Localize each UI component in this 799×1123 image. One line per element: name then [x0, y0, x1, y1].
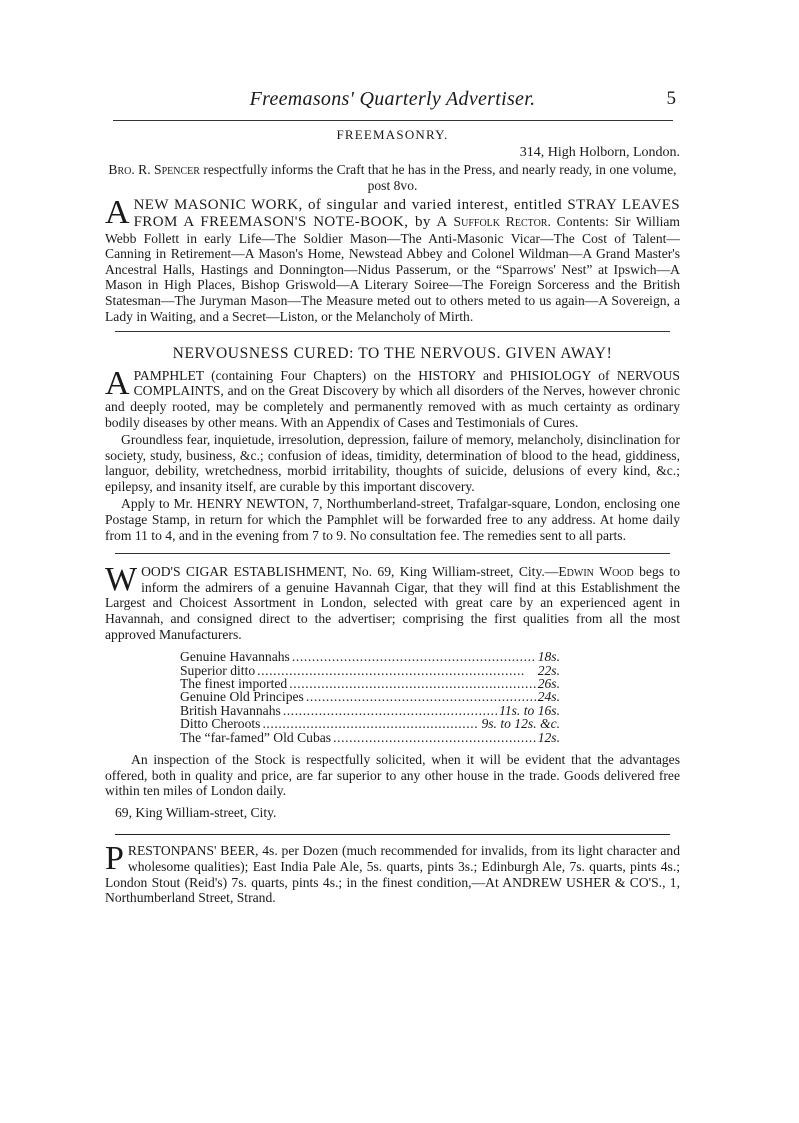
price-item: Ditto Cheroots: [180, 716, 261, 732]
woods-heading: OOD'S CIGAR ESTABLISHMENT, No. 69, King William-street, City.—: [141, 564, 559, 580]
price-row: [180, 717, 560, 730]
intro-text: respectfully informs the Craft that he has in the Press, and nearly ready, in one volume, post 8vo.: [203, 162, 677, 193]
price-item: British Havannahs: [180, 702, 281, 718]
price-leader: [283, 704, 497, 717]
price-item: Superior ditto: [180, 662, 256, 678]
running-header: [105, 88, 680, 118]
prestonpans-text: RESTONPANS' BEER, 4s. per Dozen (much recommended for invalids, from its light character and wholesome qualities); East India Pale Ale, 5s. quarts, pints 3s.; Edinburgh Ale, 7s. quarts, pints 4s.; London Stout (Reid's) 7s. quarts, pints 4s.; in the finest condition,—At ANDREW USHER & CO'S., 1, Northumberland Street, Strand.: [105, 843, 680, 906]
price-item: The “far-famed” Old Cubas: [180, 729, 332, 745]
woods-dropcap: W: [105, 561, 138, 599]
freemasonry-ad-title: NEW MASONIC WORK, of singular and varied interest, entitled STRAY LEAVES FROM A FREEMASON'S NOTE-BOOK, by A: [133, 197, 680, 230]
intro-bro: Bro. R. Spencer: [108, 162, 200, 178]
rule-3: [115, 834, 670, 835]
woods-wood: Wood: [599, 564, 634, 580]
price-value: 24s.: [537, 689, 560, 705]
freemasonry-section: [105, 127, 680, 324]
price-leader: [333, 731, 536, 744]
woods-edwin: Edwin: [558, 564, 594, 580]
price-leader: [292, 650, 536, 663]
price-leader: [289, 677, 535, 690]
price-value: 22s.: [537, 662, 560, 678]
price-value: 26s.: [537, 676, 560, 692]
prestonpans-dropcap: P: [105, 840, 124, 878]
price-item: Genuine Old Principes: [180, 689, 304, 705]
rule-2: [115, 553, 670, 554]
woods-intro: [105, 561, 680, 642]
rule-1: [115, 331, 670, 332]
nervous-para-1-text: PAMPHLET (containing Four Chapters) on the HISTORY and PHISIOLOGY of NERVOUS COMPLAINTS, and on the Great Discovery by which all disorders of the Nerves, however chronic and deeply rooted, may be completely and permanently removed with as much certainty as ordinary bodily diseases by other means. With an Appendix of Cases and Testimonials of Cures.: [105, 367, 680, 430]
freemasonry-dropcap: A: [105, 194, 130, 232]
page-number: 5: [666, 88, 676, 109]
nervous-dropcap: A: [105, 364, 130, 402]
price-leader: [262, 717, 479, 730]
freemasonry-intro: [105, 162, 680, 193]
page: [105, 88, 680, 906]
price-item: The finest imported: [180, 676, 288, 692]
header-title: Freemasons' Quarterly Advertiser.: [249, 88, 536, 110]
price-value: 18s.: [537, 649, 560, 665]
nervous-para-2: Groundless fear, inquietude, irresolution, depression, failure of memory, melancholy, disinclination for society, study, business, &c.; confusion of ideas, timidity, determination of blood to the head, giddiness, languor, debility, wretchedness, morbid irritability, thoughts of suicide, delusions of every kind, &c.; epilepsy, and insanity itself, are curable by this important discovery.: [105, 432, 680, 494]
woods-section: [105, 561, 680, 820]
prestonpans-ad: [105, 840, 680, 906]
nervous-para-1: [105, 364, 680, 430]
price-value: 11s. to 16s.: [499, 702, 560, 718]
price-row: [180, 664, 560, 677]
freemasonry-heading: FREEMASONRY.: [336, 127, 449, 142]
freemasonry-ad-contents: Contents: Sir William Webb Follett in early Life—The Soldier Mason—The Anti-Masonic Vicar—The Cost of Talent—Canning in Retirement—A Mason's Home, Newstead Abbey and Colonel Wildman—A Grand Master's Ancestral Halls, Hastings and Donnington—Nidus Passerum, or the “Sparrows' Nest” at Ipswich—A Mason in High Places, Bishop Griswold—A Literary Soiree—The Foreign Sorceress and the British Statesman—The Juryman Mason—The Measure meted out to others meted to us again—A Sovereign, a Lady in Waiting, and a Secret—Liston, or the Melancholy of Mirth.: [105, 213, 680, 324]
nervous-para-3: Apply to Mr. HENRY NEWTON, 7, Northumberland-street, Trafalgar-square, London, enclosing one Postage Stamp, in return for which the Pamphlet will be forwarded free to any address. At home daily from 11 to 4, and in the evening from 7 to 9. No consultation fee. The remedies sent to all parts.: [105, 496, 680, 543]
price-row: [180, 704, 560, 717]
woods-closing: An inspection of the Stock is respectfully solicited, when it will be evident that the advantages offered, both in quality and price, are far superior to any other house in the trade. Goods delivered free within ten miles of London daily.: [105, 752, 680, 799]
header-rule: [113, 120, 673, 121]
price-value: 9s. to 12s. &c.: [481, 716, 560, 732]
freemasonry-address: 314, High Holborn, London.: [519, 144, 680, 160]
woods-body: begs to inform the admirers of a genuine Havannah Cigar, that they will find at this Establishment the Largest and Choicest Assortment in London, selected with great care by an experienced agent in Havannah, and consigned direct to the advertiser; comprising the first qualities from all the most approved Manufacturers.: [105, 564, 680, 642]
price-row: [180, 690, 560, 703]
prestonpans-section: [105, 840, 680, 906]
nervous-section: [105, 346, 680, 543]
price-value: 12s.: [537, 729, 560, 745]
price-row: [180, 731, 560, 744]
price-leader: [306, 690, 536, 703]
price-list: [180, 650, 560, 744]
price-item: Genuine Havannahs: [180, 649, 290, 665]
freemasonry-ad-author: Suffolk Rector.: [453, 213, 551, 229]
nervous-heading: NERVOUSNESS CURED: TO THE NERVOUS. GIVEN AWAY!: [172, 345, 613, 363]
price-row: [180, 677, 560, 690]
price-row: [180, 650, 560, 663]
price-leader: [257, 664, 536, 677]
freemasonry-ad: [105, 194, 680, 324]
woods-address: 69, King William-street, City.: [115, 804, 277, 820]
